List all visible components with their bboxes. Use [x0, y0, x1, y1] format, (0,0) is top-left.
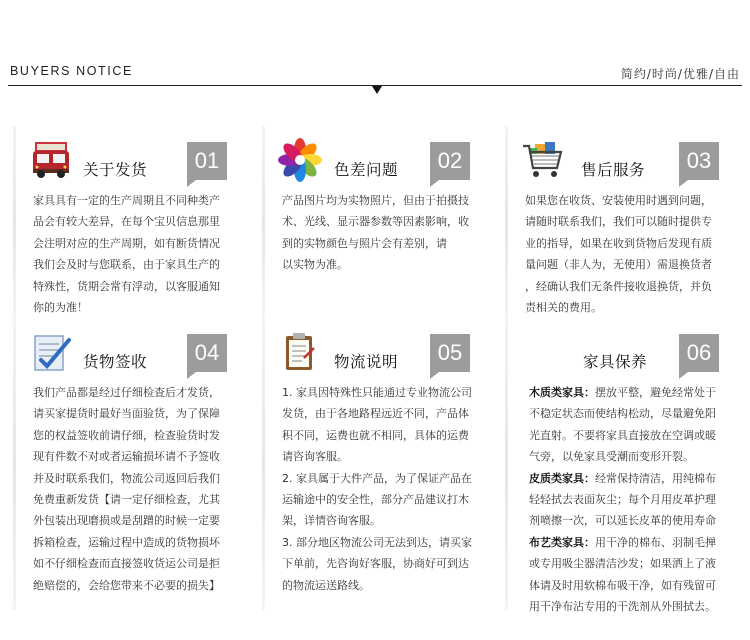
card-body	[282, 382, 480, 596]
card-shadow	[13, 126, 16, 318]
card-shadow	[262, 126, 265, 318]
color-palette-icon	[278, 138, 322, 182]
body-line: 绝赔偿的，会给您带来不必要的损失】	[33, 578, 220, 592]
notice-card-color-difference	[262, 126, 494, 318]
card-heading: 关于发货	[83, 161, 148, 179]
body-line: 皮质类家具：经常保持清洁，用纯棉布	[529, 471, 716, 485]
card-heading: 货物签收	[83, 353, 148, 371]
card-body	[33, 382, 237, 596]
body-line: 免费重新发货【请一定仔细检查，尤其	[33, 493, 220, 507]
card-body	[33, 190, 237, 318]
card-heading: 物流说明	[334, 353, 399, 371]
body-line: 的物流运送路线。	[282, 578, 370, 592]
body-line: 请随时联系我们，我们可以随时提供专	[525, 215, 712, 229]
body-line: 体请及时用软棉布吸干净，如有残留可	[529, 578, 716, 592]
body-line: ，经确认我们无条件接收退换货，并负	[525, 279, 712, 293]
body-line: 请咨询客服。	[282, 450, 348, 464]
body-line: 责相关的费用。	[525, 301, 602, 315]
card-body	[282, 190, 480, 276]
body-line: 布艺类家具：用干净的棉布、羽制毛掸	[529, 535, 716, 549]
body-line: 积不同，运费也就不相同，具体的运费	[282, 428, 469, 442]
card-shadow	[505, 318, 508, 610]
body-line: 会注明对应的生产周期，如有断货情况	[33, 236, 220, 250]
body-line: 量问题（非人为，无使用）需退换货者	[525, 258, 712, 272]
body-line: 术、光线、显示器参数等因素影响，收	[282, 215, 469, 229]
card-number-badge: 04	[187, 334, 227, 372]
body-line: 3. 部分地区物流公司无法到达，请买家	[282, 535, 472, 549]
body-line: 家具具有一定的生产周期且不同种类产	[33, 194, 220, 207]
card-body	[529, 382, 733, 617]
body-line: 拆箱检查，运输过程中造成的货物损坏	[33, 535, 220, 549]
body-line: 运输途中的安全性，部分产品建议打木	[282, 493, 469, 507]
body-line: 产品图片均为实物照片，但由于拍摄技	[282, 194, 469, 207]
body-line: 木质类家具：摆放平整，避免经常处于	[529, 386, 716, 399]
card-body	[525, 190, 729, 318]
card-shadow	[505, 126, 508, 318]
body-line: 我们产品都是经过仔细检查后才发货，	[33, 386, 220, 399]
body-line: 下单前，先咨询好客服，协商好可到达	[282, 557, 469, 571]
body-line: 不稳定状态而使结构松动，尽量避免阳	[529, 407, 716, 421]
body-line: 请买家提货时最好当面验货，为了保障	[33, 407, 220, 421]
body-line: 外包装出现磨损或是刮蹭的时候一定要	[33, 514, 220, 528]
card-number-badge: 01	[187, 142, 227, 180]
card-number-badge: 02	[430, 142, 470, 180]
body-line: 品会有较大差异，在每个宝贝信息那里	[33, 215, 220, 229]
shopping-cart-icon	[521, 138, 565, 182]
clipboard-icon	[278, 330, 322, 374]
card-number-badge: 05	[430, 334, 470, 372]
card-heading: 家具保养	[583, 353, 648, 371]
card-heading: 色差问题	[334, 161, 399, 179]
card-shadow	[262, 318, 265, 610]
header-tagline: 简约/时尚/优雅/自由	[620, 67, 740, 81]
body-line: 业的指导，如果在收到货物后发现有质	[525, 236, 712, 250]
body-line: 用干净布沾专用的干洗剂从外围拭去。	[529, 600, 716, 614]
body-line: 1. 家具因特殊性只能通过专业物流公司	[282, 386, 472, 399]
card-number-badge: 03	[679, 142, 719, 180]
card-number-badge: 06	[679, 334, 719, 372]
card-shadow	[13, 318, 16, 610]
body-line: 气旁，以免家具受潮而变形开裂。	[529, 450, 694, 464]
body-line: 并及时联系我们，物流公司返回后我们	[33, 471, 220, 485]
notice-card-logistics	[262, 318, 494, 610]
body-line: 以实物为准。	[282, 258, 348, 272]
card-heading: 售后服务	[581, 161, 646, 179]
body-line: 到的实物颜色与照片会有差别，请	[282, 236, 447, 250]
body-line: 光直射。不要将家具直接放在空调或暖	[529, 428, 716, 442]
body-line: 轻轻拭去表面灰尘；每个月用皮革护理	[529, 493, 716, 507]
delivery-truck-icon	[29, 138, 73, 182]
notice-card-after-sales	[505, 126, 743, 318]
body-line: 2. 家具属于大件产品，为了保证产品在	[282, 471, 472, 485]
body-line: 或专用吸尘器清洁沙发；如果洒上了液	[529, 557, 716, 571]
body-line: 我们会及时与您联系，由于家具生产的	[33, 258, 220, 272]
body-line: 如不仔细检查而直接签收货运公司是拒	[33, 557, 220, 571]
body-line: 剂喷擦一次，可以延长皮革的使用寿命	[529, 514, 716, 528]
body-line: 现有件数不对或者运输损坏请不予签收	[33, 450, 220, 464]
page-title: BUYERS NOTICE	[10, 64, 133, 78]
page-header	[0, 0, 750, 100]
signed-document-icon	[29, 330, 73, 374]
body-line: 架，详情咨询客服。	[282, 514, 381, 528]
body-line: 你的为准！	[33, 301, 88, 315]
notice-card-shipping	[13, 126, 251, 318]
header-arrow-down-icon	[372, 86, 382, 94]
body-line: 您的权益签收前请仔细，检查验货时发	[33, 428, 220, 442]
body-line: 如果您在收货、安装使用时遇到问题，	[525, 194, 712, 207]
notice-card-goods-receipt	[13, 318, 251, 610]
body-line: 发货，由于各地路程远近不同，产品体	[282, 407, 469, 421]
body-line: 特殊性，货期会常有浮动，以客服通知	[33, 279, 220, 293]
notice-card-furniture-care	[505, 318, 743, 614]
